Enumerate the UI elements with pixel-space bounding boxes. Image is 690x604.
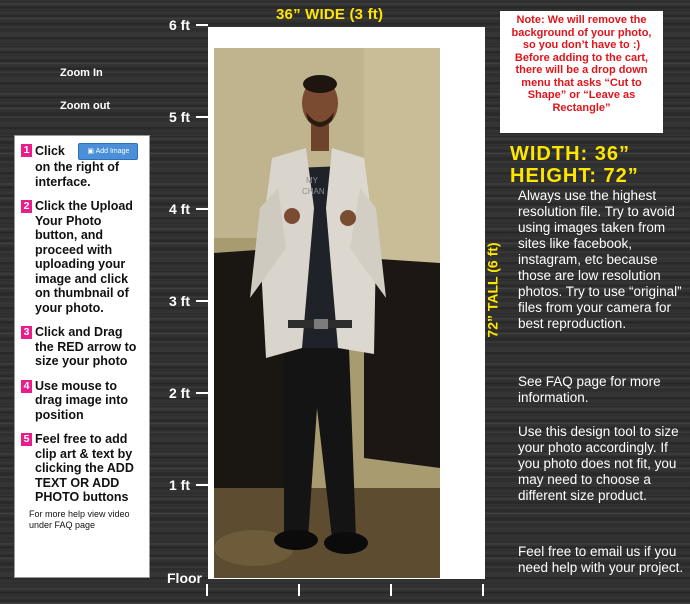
step-number-badge: 5 [21,433,32,446]
help-note: For more help view video under FAQ page [29,508,130,530]
step-text: Click and Drag the RED arrow to size your photo [35,325,137,368]
floor-tick [390,584,392,596]
email-tip: Feel free to email us if you need help with your project. [518,544,684,575]
width-label: 36” WIDE (3 ft) [276,6,384,23]
tall-label [478,210,508,370]
step-text: on the right of interface. [35,160,120,189]
ruler-mark-5ft [158,109,210,125]
svg-text:CHAN: CHAN [302,187,325,196]
instructions-panel [14,135,150,578]
add-image-label: Add Image [95,148,130,155]
ruler-tick [196,392,208,394]
ruler-label: 6 ft [169,17,190,33]
tall-label-text: 72” TALL (6 ft) [485,242,501,338]
image-icon: ▣ [87,148,94,155]
instruction-step-1 [21,143,143,189]
ruler-mark-4ft [158,201,210,217]
step-text: Use mouse to drag image into position [35,378,129,422]
add-image-button[interactable] [78,143,138,160]
instruction-step-4 [21,379,143,423]
instruction-step-3 [21,325,143,369]
ruler-label: 3 ft [169,293,190,309]
ruler-tick [196,300,208,302]
step-number-badge: 2 [21,200,32,213]
ruler-mark-6ft [158,17,210,33]
background-removal-note: Note: We will remove the background of your photo, so you don’t have to :) Before adding to the cart, there will be a drop down menu that asks “Cut to Shape” or “Leave as Rectangle” [500,11,663,133]
ruler-mark-2ft [158,385,210,401]
ruler-tick [196,208,208,210]
sizing-tip: Use this design tool to size your photo accordingly. If you photo does not fit, you may need to choose a different size product. [518,424,679,503]
svg-text:MY: MY [306,176,318,185]
faq-tip: See FAQ page for more information. [518,374,661,405]
zoom-in-button[interactable]: Zoom In [60,67,103,79]
step-text: Click [35,143,65,158]
ruler-tick [196,24,208,26]
ruler-label: 4 ft [169,201,190,217]
step-text: button, and proceed with uploading your image and click on thumbnail of your photo. [35,228,129,315]
resolution-tip: Always use the highest resolution file. Try to avoid using images taken from sites like facebook, instagram, etc because those are low resolution photos. Try to use “original” files from your camera for best reproduction. [518,188,682,331]
step-number-badge: 3 [21,326,32,339]
height-dimension: HEIGHT: 72” [510,165,639,187]
ruler-label: 1 ft [169,477,190,493]
floor-tick [206,584,208,596]
width-dimension: WIDTH: 36” [510,143,630,165]
uploaded-photo[interactable] [214,48,440,578]
upload-photo-reference: Upload Your Photo [35,199,133,228]
ruler-mark-1ft [158,477,210,493]
step-text: Feel free to add clip art & text by clicking the ADD TEXT OR ADD PHOTO buttons [35,432,134,504]
ruler-label: 2 ft [169,385,190,401]
step-number-badge: 1 [21,144,32,157]
floor-tick [482,584,484,596]
ruler-tick [196,116,208,118]
floor-label: Floor [167,570,202,586]
instruction-step-5 [21,432,143,505]
ruler-mark-3ft [158,293,210,309]
step-number-badge: 4 [21,380,32,393]
photo-illustration [214,48,440,578]
zoom-out-button[interactable]: Zoom out [60,100,111,112]
floor-tick [298,584,300,596]
ruler-label: 5 ft [169,109,190,125]
step-text: Click the [35,199,91,213]
ruler-tick [196,484,208,486]
instruction-step-2 [21,199,143,315]
